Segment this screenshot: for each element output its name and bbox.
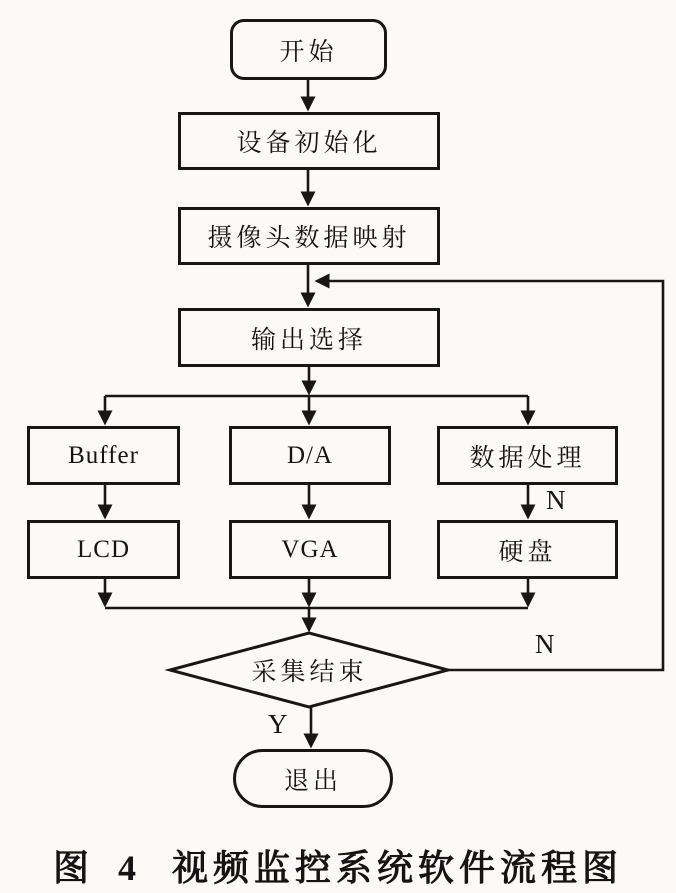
node-data-processing: [437, 426, 618, 485]
node-vga-label: VGA: [281, 535, 339, 563]
node-capture-end-label: 采集结束: [251, 659, 368, 686]
node-device-init: [178, 112, 440, 170]
node-exit-label: 退出: [283, 767, 342, 795]
node-device-init-label: 设备初始化: [236, 130, 382, 157]
node-capture-end-decision: [170, 633, 449, 707]
figure-number: 图 4: [52, 848, 146, 888]
node-start-label: 开始: [279, 38, 338, 66]
node-camera-data-mapping-label: 摄像头数据映射: [207, 225, 411, 252]
node-exit: [233, 749, 393, 808]
figure-caption: [0, 840, 676, 891]
node-buffer-label: Buffer: [68, 441, 139, 469]
node-data-processing-label: 数据处理: [469, 444, 586, 472]
node-lcd-label: LCD: [77, 535, 130, 563]
node-hard-disk: [437, 520, 618, 579]
node-start: [230, 19, 387, 80]
node-lcd: [27, 520, 180, 579]
node-hard-disk-label: 硬盘: [498, 538, 557, 566]
edge-label-n-proc-to-hdd: N: [546, 485, 566, 515]
node-buffer: [27, 426, 180, 485]
edge-label-y-decision: Y: [268, 709, 288, 739]
node-vga: [229, 520, 391, 579]
node-da: [229, 426, 391, 485]
node-output-select-label: 输出选择: [250, 326, 367, 354]
node-output-select: [178, 308, 440, 367]
node-da-label: D/A: [286, 441, 334, 469]
edge-label-n-loop-back: N: [535, 629, 555, 659]
figure-title: 视频监控系统软件流程图: [172, 848, 624, 888]
node-camera-data-mapping: [178, 207, 440, 265]
